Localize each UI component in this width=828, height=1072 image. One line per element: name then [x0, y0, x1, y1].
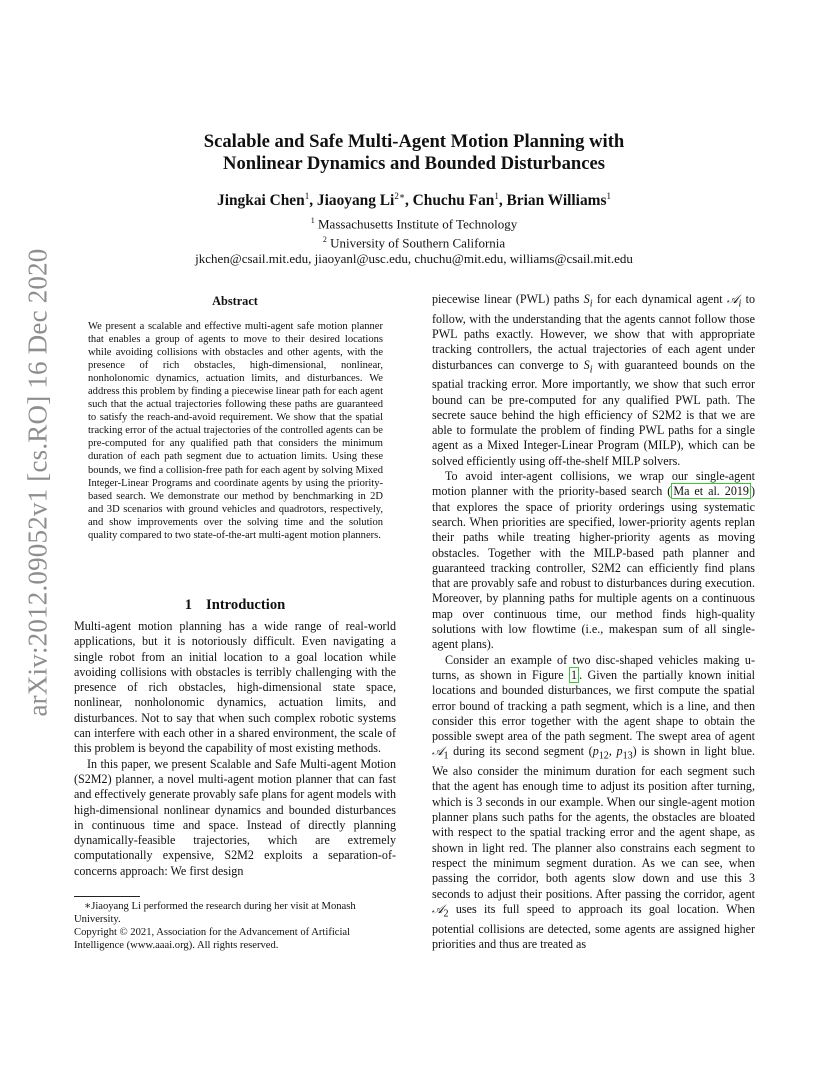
author-separator: ,	[498, 192, 507, 210]
math-subscript: i	[589, 364, 593, 375]
planner-name: Scalable and Safe Multi-agent Motion (S2M2) planner	[74, 756, 396, 786]
math-subscript: i	[589, 298, 593, 310]
author-affiliation-mark: 1	[494, 191, 499, 201]
paragraph-text: . Given the partially known initial locations and bounded disturbances, we first compute the spatial error bound of tracking a path segment, which is a line, and then consider this error together with the agent shape to obtain the possible swept area of the path segment. The swept area of agent	[432, 667, 756, 744]
math-symbol: S	[583, 357, 590, 372]
affiliation-name: University of Southern California	[330, 235, 506, 251]
paragraph-text: To avoid inter-agent collisions, we wrap our single-agent motion planner with the priority-based search (	[432, 469, 755, 499]
copyright-notice: Copyright © 2021, Association for the Advancement of Artificial Intelligence (www.aaai.org). All rights reserved.	[74, 927, 351, 951]
author-name: Jiaoyang Li	[316, 192, 395, 210]
paragraph-text: with guaranteed bounds on the spatial tracking error. More importantly, we show that such error bound can be pre-computed for any qualified PWL path. The secrete sauce behind the high efficiency of S2M2 is that we are able to formulate the problem of finding PWL paths for a single agent as a Mixed Integer-Linear Program (MILP), which can be solved efficiently using off-the-shelf MILP solvers.	[432, 357, 755, 468]
author-affiliation-mark: 1	[606, 191, 611, 201]
math-subscript: i	[738, 298, 742, 310]
math-symbol: S	[583, 292, 590, 306]
intro-paragraph	[432, 292, 755, 469]
author-name: Jingkai Chen	[217, 192, 305, 210]
math-subscript: 13	[622, 750, 633, 762]
left-column-body	[74, 619, 396, 879]
paper-title	[0, 131, 828, 175]
affiliation-mark: 1	[310, 216, 315, 225]
affiliation-line	[0, 213, 828, 232]
affiliations	[0, 213, 828, 266]
paragraph-text: for each dynamical agent	[592, 292, 727, 306]
paragraph-text: to follow, with the understanding that the agents cannot follow those PWL paths exactly. However, we show that with appropriate tracking controllers, the actual trajectories of each agent under disturbances can converge to	[432, 292, 755, 372]
paragraph-text: uses its full speed to approach its goal location. When potential collisions are detected, some agents are assigned higher priorities and thus are treated as	[432, 901, 755, 951]
math-symbol: 𝒜	[432, 901, 444, 916]
math-symbol: p	[616, 744, 623, 759]
intro-paragraph: Multi-agent motion planning has a wide range of real-world applications, but it is notoriously difficult. Even navigating a single robot from an initial location to a goal location while avoiding collisions with obstacles is terribly challenging with the presence of rich obstacles, high-dimensional state space, nonlinear, nonholonomic dynamics, actuation limits, and disturbances. Not to say that when such complex robotic systems can interfere with each other in a shared environment, the scale of this problem is beyond the capability of most existing methods.	[74, 619, 396, 756]
paragraph-text: piecewise linear (PWL) paths	[432, 292, 584, 306]
paragraph-text: during its second segment (	[448, 744, 593, 759]
affiliation-mark: 2	[322, 234, 327, 244]
footnotes	[74, 900, 396, 952]
title-line-2: Nonlinear Dynamics and Bounded Disturbances	[223, 153, 605, 174]
right-column-body	[432, 292, 755, 952]
affiliation-name: Massachusetts Institute of Technology	[318, 216, 518, 232]
paragraph-text: Consider an example of two disc-shaped vehicles making u-turns, as shown in Figure	[432, 652, 755, 682]
math-subscript: 2	[443, 908, 449, 920]
author-name: Chuchu Fan	[412, 192, 495, 210]
paragraph-text: ) that explores the space of priority orderings using systematic search. When priorities are specified, lower-priority agents replan their paths while treating higher-priority agents as moving obstacles. Together with the MILP-based path planner and guaranteed tracking controller, S2M2 can efficiently find plans that are provably safe and robust to disturbances during execution. Moreover, by planning paths for multiple agents on a continuous map over continuous time, our method finds high-quality solutions with low flowtime (i.e., makespan sum of all single-agent plans).	[432, 484, 756, 652]
author-affiliation-mark: 2∗	[394, 191, 405, 201]
affiliation-line	[0, 232, 828, 251]
math-subscript: 1	[443, 750, 449, 762]
author-separator: ,	[309, 192, 317, 210]
arxiv-identifier-stamp	[16, 247, 60, 717]
intro-paragraph	[74, 757, 396, 879]
paragraph-text: , a novel multi-agent motion planner that can fast and effectively generate provably safe plans for agent models with high-dimensional nonlinear dynamics and bounded disturbances in continuous time and space. Instead of directly planning dynamically-feasible trajectories, which are extremely computationally expensive, S2M2 exploits a separation-of-concerns approach: We first design	[74, 771, 396, 878]
math-symbol: 𝒜	[432, 744, 444, 759]
section-title: Introduction	[206, 597, 286, 613]
abstract-body: We present a scalable and effective multi-agent safe motion planner that enables a group of agents to move to their desired locations while avoiding collisions with obstacles and other agents, with the presence of rich obstacles, high-dimensional, nonlinear, nonholonomic dynamics, actuation limits, and disturbances. We address this problem by finding a piecewise linear path for each agent such that the actual trajectories following these paths are guaranteed to satisfy the reach-and-avoid requirement. We show that the spatial tracking error of the actual trajectories of the controlled agents can be pre-computed for any qualified path that considers the minimum duration of each path segment due to actuation limits. Using these bounds, we find a collision-free path for each agent by solving Mixed Integer-Linear Programs and coordinate agents by using the priority-based search. We demonstrate our method by benchmarking in 2D and 3D scenarios with ground vehicles and quadrotors, respectively, and show improvements over the solving time and the solution quality compared to two state-of-the-art multi-agent motion planners.	[88, 321, 383, 541]
math-subscript: 12	[598, 750, 609, 762]
abstract-heading: Abstract	[212, 294, 258, 308]
math-symbol: 𝒜	[726, 292, 739, 306]
intro-paragraph	[432, 469, 755, 653]
paragraph-text: In this paper, we present	[87, 756, 210, 771]
footnote-divider	[74, 896, 140, 897]
author-affiliation-mark: 1	[304, 191, 310, 201]
title-line-1: Scalable and Safe Multi-Agent Motion Planning with	[203, 131, 625, 152]
footnote-visit: ∗Jiaoyang Li performed the research during her visit at Monash University.	[74, 901, 356, 925]
author-name: Brian Williams	[506, 192, 607, 210]
citation-link[interactable]: Ma et al. 2019	[673, 484, 749, 499]
section-number: 1	[184, 597, 193, 613]
arxiv-identifier-text: arXiv:2012.09052v1 [cs.RO] 16 Dec 2020	[22, 247, 53, 717]
math-symbol: p	[592, 744, 599, 759]
author-emails: jkchen@csail.mit.edu, jiaoyanl@usc.edu, chuchu@mit.edu, williams@csail.mit.edu	[195, 250, 633, 266]
author-list	[0, 191, 828, 210]
paragraph-text: ) is shown in light blue. We also consider the minimum duration for each segment such that the agent has enough time to adjust its position after turning, which is 3 seconds in our example. When our single-agent motion planner plans such paths for the agents, the obstacles are bloated with respect to the spatial tracking error and the agent shape, as shown in light red. The planner also constrains each segment to respect the minimum segment duration. As we can see, when passing the corridor, both agents slow down and use this 3 seconds to adjust their positions. After passing the corridor, agent	[432, 744, 756, 901]
author-separator: ,	[404, 192, 413, 210]
intro-paragraph: Consider an example of two disc-shaped vehicles making u-turns, as shown in Figure 1 . Given the partially known initial locations and bounded disturbances, we first compute the spatial error bound of tracking a path segment, which is a line, and then consider this error together with the agent shape to obtain the possible swept area of the path segment. The swept area of agent 𝒜$_1$ during its second segment ($p_{12}$, $p_{13}$) is shown in light blue. We also consider the minimum duration for each segment such that the agent has enough time to adjust its position after turning, which is 3 seconds in our example. When our single-agent motion planner plans such paths for the agents, the obstacles are bloated with respect to the spatial tracking error and the agent shape, as shown in light red. The planner also constrains each segment to respect the minimum segment duration. As we can see, when passing the corridor, both agents slow down and use this 3 seconds to adjust their positions. After passing the corridor, agent 𝒜$_2$ uses its full speed to approach its goal location. When potential collisions are detected, some agents are assigned higher priorities and thus are treated as	[432, 652, 756, 951]
section-heading	[74, 597, 396, 614]
figure-reference-link[interactable]: 1	[571, 667, 578, 682]
